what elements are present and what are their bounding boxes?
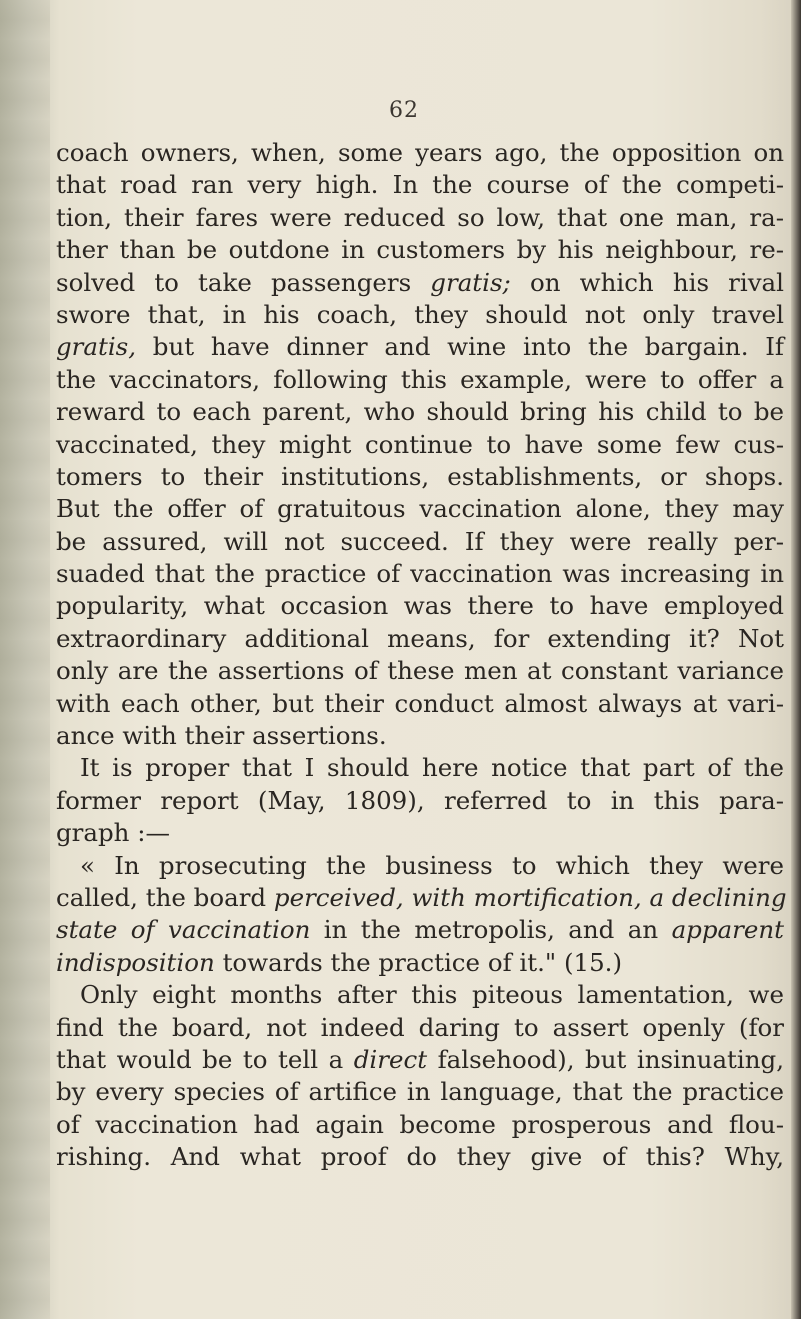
text-line: only are the assertions of these men at constant variance bbox=[56, 656, 784, 686]
italic-text: indisposition bbox=[56, 947, 215, 977]
binding-shadow bbox=[0, 0, 50, 1319]
text-line: extraordinary additional means, for extending it? Not bbox=[56, 623, 784, 653]
text-run: in the metropolis, and an bbox=[310, 915, 672, 945]
text-line: popularity, what occasion was there to have employed bbox=[56, 591, 784, 621]
text-line: coach owners, when, some years ago, the opposition on bbox=[56, 138, 784, 167]
text-run: but have dinner and wine into the bargain. If bbox=[152, 332, 784, 362]
text-line: the vaccinators, following this example, were to offer a bbox=[56, 364, 784, 394]
text-line: be assured, will not succeed. If they were really per- bbox=[56, 526, 784, 556]
italic-text: of vaccination bbox=[130, 915, 311, 945]
text-line bbox=[56, 947, 784, 979]
text-line: « In prosecuting the business to which they were bbox=[80, 850, 784, 880]
text-line: vaccinated, they might continue to have some few cus- bbox=[56, 429, 784, 459]
text-run: solved to take passengers bbox=[56, 267, 431, 297]
page-number: 62 bbox=[389, 98, 419, 123]
text-line bbox=[56, 267, 784, 299]
text-line: It is proper that I should here notice that part of the bbox=[80, 753, 784, 783]
italic-text: apparent bbox=[671, 915, 784, 945]
text-line bbox=[56, 914, 784, 946]
page-edge bbox=[791, 0, 801, 1319]
italic-text: state bbox=[56, 915, 118, 945]
text-line: by every species of artifice in language, that the practice bbox=[56, 1077, 784, 1107]
text-line: ther than be outdone in customers by his neighbour, re- bbox=[56, 235, 784, 265]
text-line: suaded that the practice of vaccination was increasing in bbox=[56, 559, 784, 589]
text-line bbox=[56, 882, 787, 914]
text-line: rishing. And what proof do they give of this? Why, bbox=[56, 1142, 784, 1172]
text-line: Only eight months after this piteous lamentation, we bbox=[80, 980, 784, 1010]
italic-text: direct bbox=[353, 1044, 428, 1074]
text-run: called, the board bbox=[56, 882, 274, 912]
text-line: graph :— bbox=[56, 818, 171, 848]
body-text bbox=[56, 137, 787, 1174]
text-line: find the board, not indeed daring to assert openly (for bbox=[56, 1012, 784, 1042]
text-line: ance with their assertions. bbox=[56, 721, 387, 751]
text-run: that would be to tell a bbox=[56, 1044, 354, 1074]
text-line bbox=[56, 331, 784, 363]
text-line: reward to each parent, who should bring his child to be bbox=[56, 397, 784, 427]
text-line: But the offer of gratuitous vaccination alone, they may bbox=[56, 494, 784, 524]
text-line: of vaccination had again become prosperous and flou- bbox=[56, 1109, 784, 1139]
text-run: towards the practice of it." (15.) bbox=[222, 947, 623, 977]
text-run: falsehood), but insinuating, bbox=[427, 1044, 784, 1074]
text-line: that road ran very high. In the course of the competi- bbox=[56, 170, 784, 200]
text-line: with each other, but their conduct almost always at vari- bbox=[56, 688, 784, 718]
text-line: tomers to their institutions, establishments, or shops. bbox=[56, 461, 784, 491]
italic-text: gratis, bbox=[56, 332, 137, 362]
text-line: tion, their fares were reduced so low, that one man, ra- bbox=[56, 202, 784, 232]
italic-text: gratis; bbox=[430, 267, 511, 297]
text-line: former report (May, 1809), referred to in this para- bbox=[56, 785, 784, 815]
text-line bbox=[56, 1044, 784, 1076]
italic-text: perceived, with mortification, a declining bbox=[273, 882, 787, 912]
text-line: swore that, in his coach, they should not only travel bbox=[56, 299, 784, 329]
text-run: on which his rival bbox=[510, 267, 784, 297]
